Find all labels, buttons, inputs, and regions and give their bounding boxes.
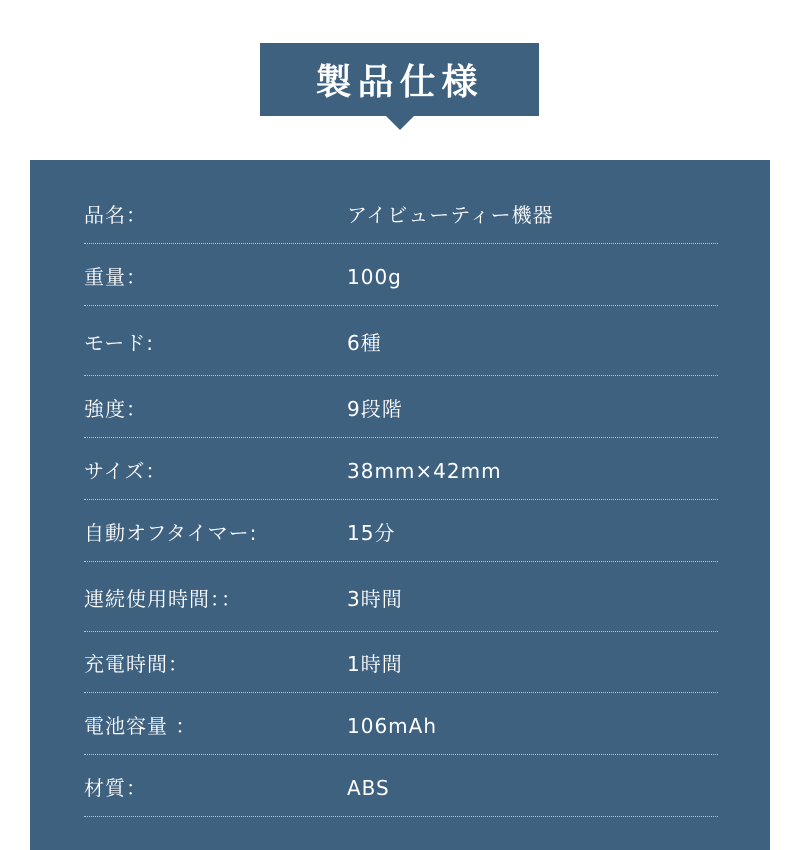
spec-label: 材質： [84, 776, 147, 800]
spec-value: ABS [347, 776, 390, 800]
spec-label: 品名： [84, 203, 147, 227]
spec-panel [30, 160, 770, 850]
spec-label: 自動オフタイマー: [84, 521, 258, 545]
title-banner [260, 43, 539, 116]
spec-value: 38mm×42mm [347, 459, 502, 483]
spec-label: サイズ： [84, 459, 167, 483]
spec-label: 充電時間： [84, 652, 189, 676]
spec-row-material [84, 160, 718, 817]
spec-label: 連続使用時間：： [84, 587, 242, 611]
spec-value: 15分 [347, 521, 396, 545]
spec-value: 106mAh [347, 714, 438, 738]
spec-value: 1時間 [347, 652, 403, 676]
spec-label: 電池容量 ： [84, 714, 197, 738]
spec-label: 強度： [84, 397, 147, 421]
spec-value: 6種 [347, 331, 382, 355]
page-title: 製品仕様 [315, 61, 484, 103]
spec-value: アイビューティー機器 [347, 203, 554, 227]
spec-label: モード: [84, 331, 154, 355]
spec-label: 重量： [84, 265, 147, 289]
spec-value: 100g [347, 265, 402, 289]
spec-value: 3時間 [347, 587, 403, 611]
spec-value: 9段階 [347, 397, 403, 421]
